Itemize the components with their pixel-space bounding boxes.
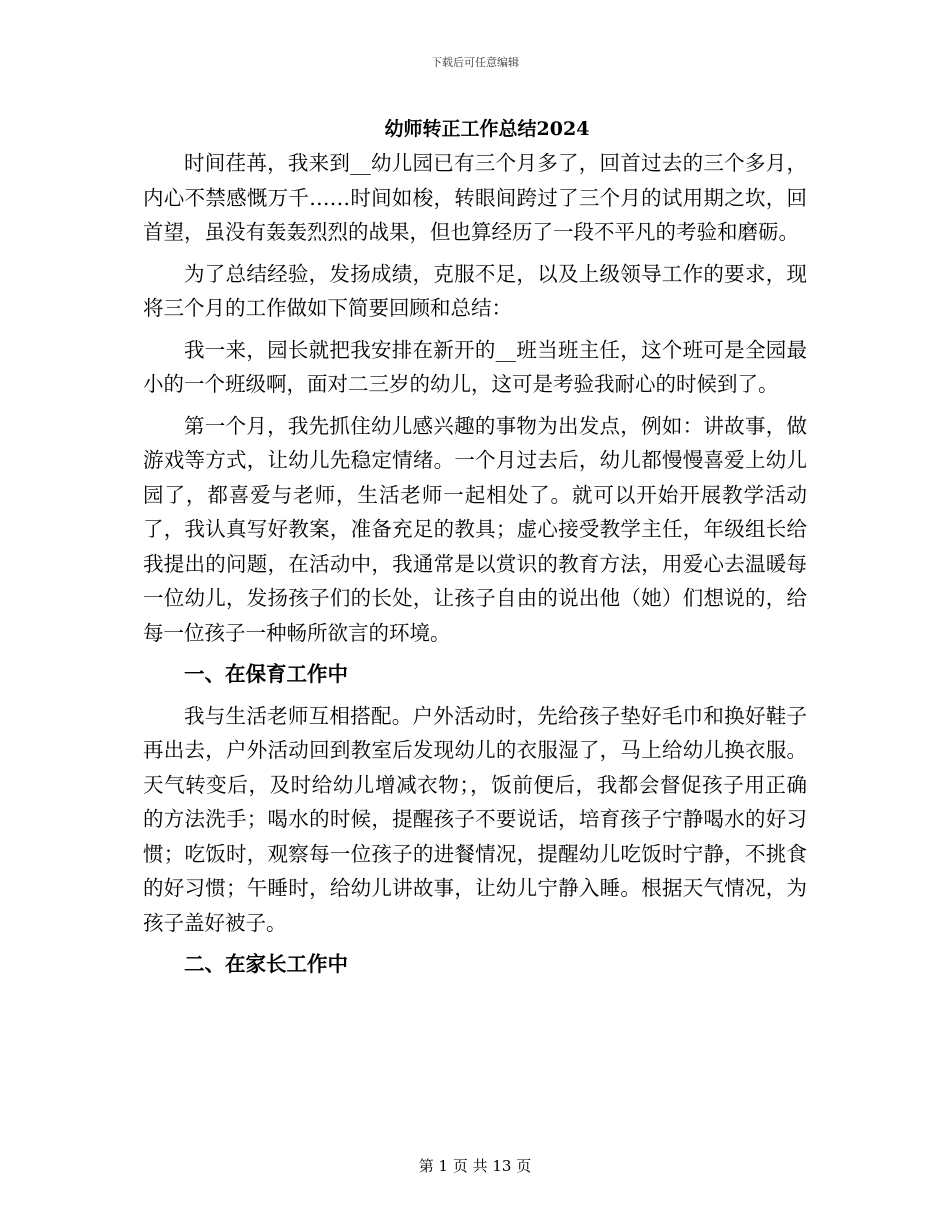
paragraph-intro-1: 时间荏苒，我来到__幼儿园已有三个月多了，回首过去的三个多月，内心不禁感慨万千……时间如梭，转眼间跨过了三个月的试用期之坎，回首望，虽没有轰轰烈烈的战果，但也算经历了一段不平凡的考验和磨砺。 bbox=[143, 151, 807, 244]
header-note: 下载后可任意编辑 bbox=[431, 56, 519, 69]
paragraph-intro-2: 为了总结经验，发扬成绩，克服不足，以及上级领导工作的要求，现将三个月的工作做如下简要回顾和总结： bbox=[143, 261, 807, 320]
paragraph-intro-3: 我一来，园长就把我安排在新开的__班当班主任，这个班可是全园最小的一个班级啊，面对二三岁的幼儿，这可是考验我耐心的时候到了。 bbox=[143, 337, 807, 396]
document-title: 幼师转正工作总结2024 bbox=[384, 118, 590, 140]
paragraph-intro-4: 第一个月，我先抓住幼儿感兴趣的事物为出发点，例如：讲故事，做游戏等方式，让幼儿先稳定情绪。一个月过去后，幼儿都慢慢喜爱上幼儿园了，都喜爱与老师，生活老师一起相处了。就可以开始开展教学活动了，我认真写好教案，准备充足的教具；虚心接受教学主任，年级组长给我提出的问题，在活动中，我通常是以赏识的教育方法，用爱心去温暖每一位幼儿，发扬孩子们的长处，让孩子自由的说出他（她）们想说的，给每一位孩子一种畅所欲言的环境。 bbox=[143, 413, 807, 645]
page-number-footer: 第 1 页 共 13 页 bbox=[418, 1157, 532, 1175]
paragraph-care: 我与生活老师互相搭配。户外活动时，先给孩子垫好毛巾和换好鞋子再出去，户外活动回到教室后发现幼儿的衣服湿了，马上给幼儿换衣服。天气转变后，及时给幼儿增减衣物；，饭前便后，我都会督促孩子用正确的方法洗手；喝水的时候，提醒孩子不要说话，培育孩子宁静喝水的好习惯；吃饭时，观察每一位孩子的进餐情况，提醒幼儿吃饭时宁静，不挑食的好习惯；午睡时，给幼儿讲故事，让幼儿宁静入睡。根据天气情况，为孩子盖好被子。 bbox=[143, 703, 807, 935]
section-heading-care: 一、在保育工作中 bbox=[184, 662, 348, 686]
document-content bbox=[143, 112, 807, 982]
section-heading-parents: 二、在家长工作中 bbox=[184, 952, 348, 976]
